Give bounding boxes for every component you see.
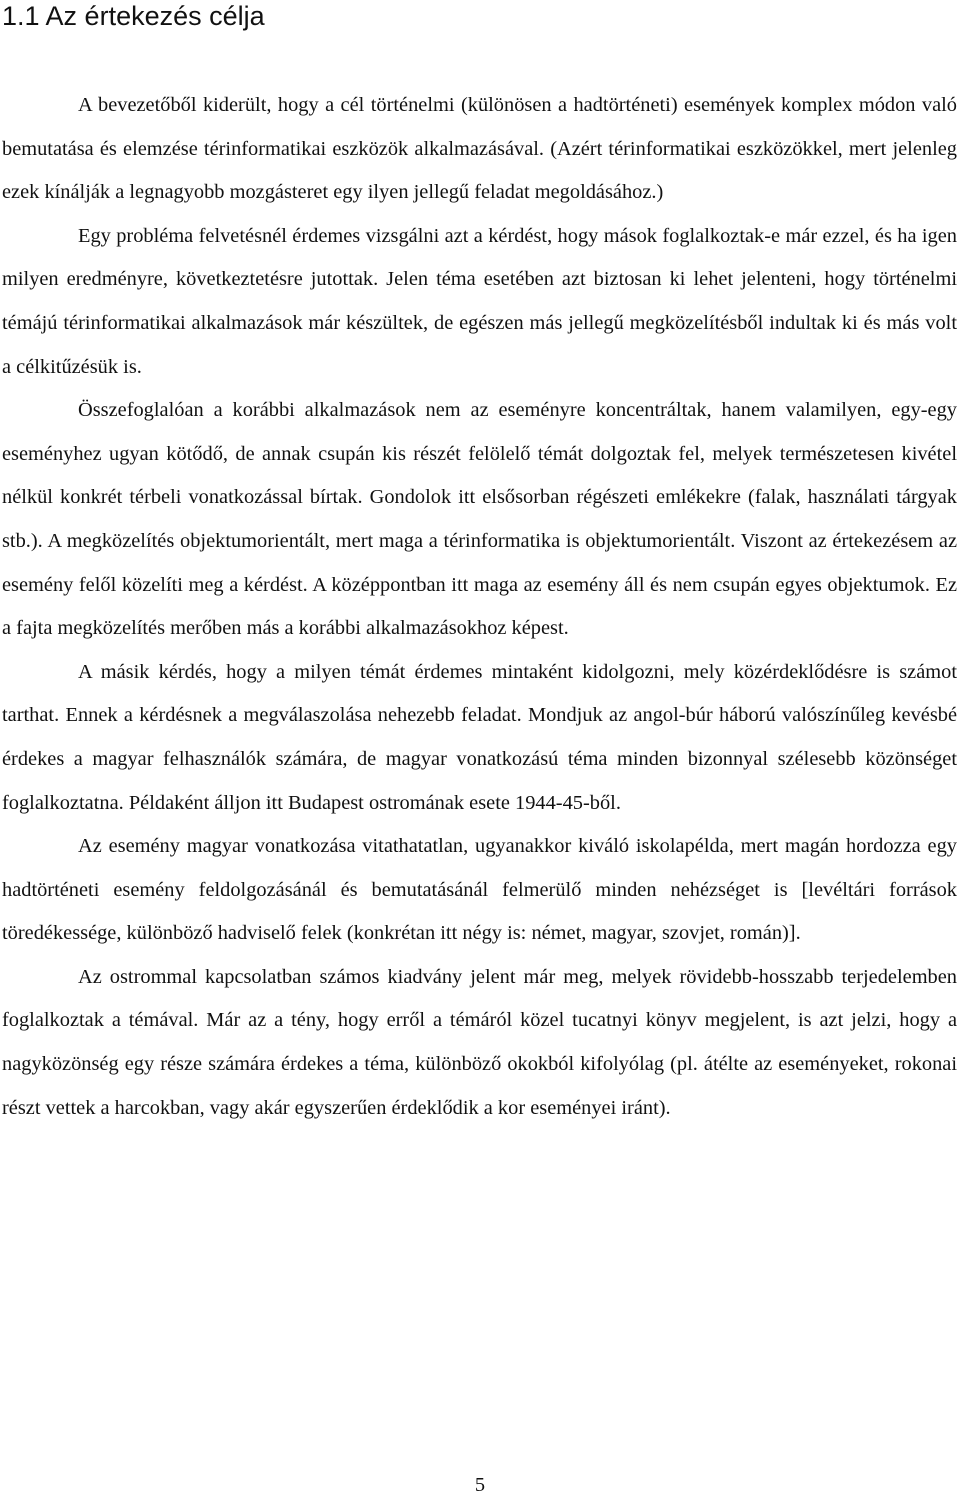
paragraph-goal: A bevezetőből kiderült, hogy a cél történelmi (különösen a hadtörténeti) események komplex módon való bemutatása és elemzése térinformatikai eszközök alkalmazásával. (Azért térinformatikai eszközökkel, mert jelenleg ezek kínálják a legnagyobb mozgásteret egy ilyen jellegű feladat megoldásához.) — [2, 94, 957, 204]
page-number: 5 — [474, 1474, 486, 1496]
paragraph-prior-work: Egy probléma felvetésnél érdemes vizsgálni azt a kérdést, hogy mások foglalkoztak-e már ezzel, és ha igen milyen eredményre, következtetésre jutottak. Jelen téma esetében azt biztosan ki lehet jelenteni, hogy történelmi témájú térinformatikai alkalmazások már készültek, de egészen más jellegű megközelítésből indultak ki és más volt a célkitűzésük is. — [2, 224, 957, 378]
paragraph-publications: Az ostrommal kapcsolatban számos kiadvány jelent már meg, melyek rövidebb-hosszabb terjedelemben foglalkoztak a témával. Már az a tény, hogy erről a témáról közel tucatnyi könyv megjelent, is azt jelzi, hogy a nagyközönség egy része számára érdekes a téma, különböző okokból kifolyólag (pl. átélte az eseményeket, rokonai részt vettek a harcokban, vagy akár egyszerűen érdeklődik a kor eseményei iránt). — [2, 965, 957, 1119]
paragraph-hungarian-relevance: Az esemény magyar vonatkozása vitathatatlan, ugyanakkor kiváló iskolapélda, mert magán hordozza egy hadtörténeti esemény feldolgozásánál és bemutatásánál felmerülő minden nehézséget is [levéltári források töredékessége, különböző hadviselő felek (konkrétan itt négy is: német, magyar, szovjet, román)]. — [2, 835, 957, 945]
body-text — [2, 84, 957, 1130]
section-heading: 1.1 Az értekezés célja — [2, 1, 265, 31]
paragraph-topic-choice: A másik kérdés, hogy a milyen témát érdemes mintaként kidolgozni, mely közérdeklődésre is számot tarthat. Ennek a kérdésnek a megválaszolása nehezebb feladat. Mondjuk az angol-búr háború valószínűleg kevésbé érdekes a magyar felhasználók számára, de magyar vonatkozású téma minden bizonnyal szélesebb közönséget foglalkoztatna. Példaként álljon itt Budapest ostromának esete 1944-45-ből. — [2, 660, 957, 814]
paragraph-summary: Összefoglalóan a korábbi alkalmazások nem az eseményre koncentráltak, hanem valamilyen, egy-egy eseményhez ugyan kötődő, de annak csupán kis részét felölelő témát dolgoztak fel, melyek természetesen kivétel nélkül konkrét térbeli vonatkozással bírtak. Gondolok itt elsősorban régészeti emlékekre (falak, használati tárgyak stb.). A megközelítés objektumorientált, mert maga a térinformatika is objektumorientált. Viszont az értekezésem az esemény felől közelíti meg a kérdést. A középpontban itt maga az esemény áll és nem csupán egyes objektumok. Ez a fajta megközelítés merőben más a korábbi alkalmazásokhoz képest. — [2, 399, 957, 640]
